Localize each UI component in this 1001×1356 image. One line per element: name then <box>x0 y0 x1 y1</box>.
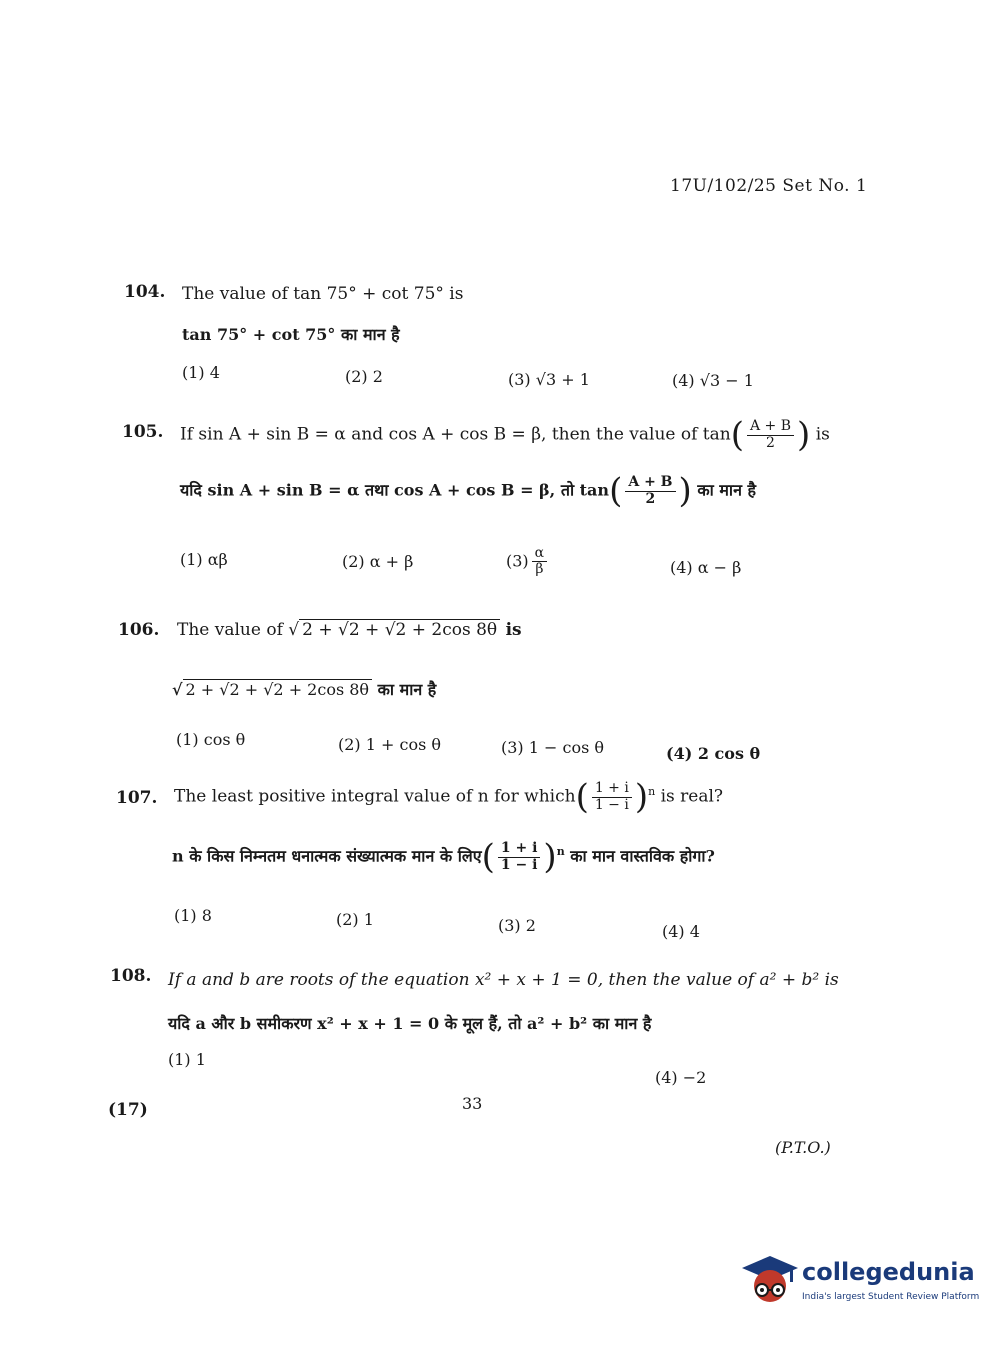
question-108-option-1: (1) 1 <box>168 1050 206 1069</box>
logo-tagline: India's largest Student Review Platform <box>802 1292 980 1302</box>
question-107-english: The least positive integral value of n for which( $\frac{1 + i}{1 - i}$ )$^n$ is real? <box>174 777 724 817</box>
logo-name: collegedunia <box>802 1258 975 1286</box>
question-104-option-4: (4) √3 − 1 <box>672 371 754 390</box>
question-106-hindi: √ 2 + √2 + √2 + 2cos 8θ का मान है <box>172 680 437 699</box>
question-108-option-4: (4) −2 <box>655 1068 707 1087</box>
question-106-radical: 2 + √2 + √2 + 2cos 8θ <box>299 619 500 640</box>
question-number-108: 108. <box>110 966 152 986</box>
question-106-option-1: (1) cos θ <box>176 730 246 749</box>
question-number-106: 106. <box>118 620 160 640</box>
question-105-option-1: (1) αβ <box>180 550 228 569</box>
question-106-option-3: (3) 1 − cos θ <box>501 738 605 757</box>
question-number-107: 107. <box>116 788 158 808</box>
question-106-english: The value of √ 2 + √2 + √2 + 2cos 8θ is <box>177 620 522 640</box>
question-105-fraction: $\frac{A + B}{2}$ <box>747 419 794 451</box>
question-number-105: 105. <box>122 422 164 442</box>
question-105-option-2: (2) α + β <box>342 552 414 571</box>
mascot-icon <box>740 1252 800 1312</box>
question-107-option-4: (4) 4 <box>662 922 700 941</box>
question-107-option-1: (1) 8 <box>174 906 212 925</box>
question-106-option-4: (4) 2 cos θ <box>666 744 761 763</box>
question-number-104: 104. <box>124 282 166 302</box>
question-108-english: If a and b are roots of the equation x² + x + 1 = 0, then the value of a² + b² is <box>168 970 839 990</box>
footer-left-number: (17) <box>108 1100 148 1120</box>
question-108-hindi: यदि a और b समीकरण x² + x + 1 = 0 के मूल हैं, तो a² + b² का मान है <box>168 1014 652 1033</box>
question-107-option-2: (2) 1 <box>336 910 374 929</box>
collegedunia-logo <box>740 1250 980 1320</box>
question-104-option-3: (3) √3 + 1 <box>508 370 590 389</box>
question-105-hindi: यदि sin A + sin B = α तथा cos A + cos B = β, तो tan( $\frac{A + B}{2}$ ) का मान है <box>180 471 757 511</box>
question-107-option-3: (3) 2 <box>498 916 536 935</box>
question-104-hindi: tan 75° + cot 75° का मान है <box>182 325 400 344</box>
paper-code: 17U/102/25 Set No. 1 <box>670 176 868 196</box>
question-105-hindi-fraction: $\frac{A + B}{2}$ <box>625 475 675 507</box>
page-number: 33 <box>462 1094 483 1113</box>
question-104-option-2: (2) 2 <box>345 367 383 386</box>
question-104-option-1: (1) 4 <box>182 363 220 382</box>
question-107-hindi: n के किस निम्नतम धनात्मक संख्यात्मक मान के लिए( $\frac{1 + i}{1 - i}$ )$^n$ का मान वास्तविक होगा? <box>172 837 715 877</box>
question-105-option-3: (3) $\frac{\alpha}{\beta}$ <box>506 546 550 578</box>
question-105-english: If sin A + sin B = α and cos A + cos B = β, then the value of tan( $\frac{A + B}{2}$ ) is <box>180 415 830 455</box>
question-105-option-4: (4) α − β <box>670 558 742 577</box>
pto-label: (P.T.O.) <box>775 1138 831 1157</box>
question-106-option-2: (2) 1 + cos θ <box>338 735 442 754</box>
question-107-fraction: $\frac{1 + i}{1 - i}$ <box>592 781 632 813</box>
question-105-english-text: If sin A + sin B = α and cos A + cos B = β, then the value of tan <box>180 424 731 445</box>
question-104-english: The value of tan 75° + cot 75° is <box>182 284 464 304</box>
